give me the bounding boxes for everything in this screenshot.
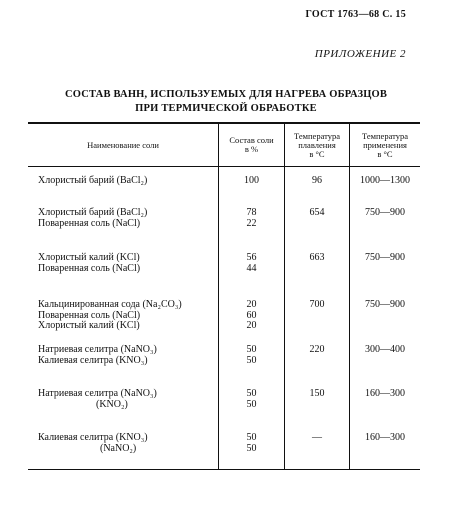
salt-name: Калиевая селитра (KNO₃) [38, 432, 148, 443]
header-melting-line: Температура [293, 130, 341, 141]
table-title [0, 88, 452, 116]
table-bottom-rule [28, 469, 420, 470]
melting-temperature-cell: 150 [309, 388, 325, 399]
composition-cell [219, 253, 284, 274]
header-application-line: применения [363, 139, 407, 150]
salt-name-cell [38, 176, 216, 187]
composition-value: 78 [246, 207, 257, 218]
composition-value: 50 [246, 354, 257, 366]
composition-value: 56 [246, 252, 257, 263]
header-composition-line: в % [244, 144, 259, 154]
salt-name: Хлористый калий (KCl) [38, 320, 140, 331]
composition-value: 50 [246, 398, 257, 410]
header-application-temperature [350, 124, 420, 166]
composition-cell [219, 389, 284, 410]
column-divider-2 [284, 122, 285, 469]
composition-cell [219, 208, 284, 229]
salt-name: Поваренная соль (NaCl) [38, 217, 141, 229]
application-temperature-cell: 160—300 [365, 388, 405, 399]
composition-value: 22 [246, 217, 257, 229]
composition-value: 20 [246, 299, 257, 310]
header-application-line: в °С [377, 148, 393, 159]
application-temperature-cell: 1000—1300 [360, 175, 410, 186]
melting-temperature-cell: 663 [309, 252, 325, 263]
column-divider-3 [349, 122, 350, 469]
application-temperature-cell: 750—900 [365, 252, 405, 263]
composition-value: 50 [246, 432, 257, 443]
application-temperature-cell: 750—900 [365, 207, 405, 218]
table-title-line-1: СОСТАВ ВАНН, ИСПОЛЬЗУЕМЫХ ДЛЯ НАГРЕВА ОБРАЗЦОВ [64, 89, 388, 100]
composition-value: 50 [246, 388, 257, 399]
salt-name-cell [38, 389, 216, 410]
composition-value: 50 [246, 344, 257, 355]
salt-name: (NaNO₂) [100, 442, 137, 454]
appendix-label: ПРИЛОЖЕНИЕ 2 [314, 48, 406, 60]
composition-cell [219, 345, 284, 366]
salt-name-cell [38, 208, 216, 229]
composition-cell [219, 176, 284, 187]
header-melting-line: в °С [309, 148, 325, 159]
salt-name-cell [38, 345, 216, 366]
salt-name-cell [38, 253, 216, 274]
composition-value: 20 [246, 320, 257, 331]
application-temperature-cell: 300—400 [365, 344, 405, 355]
melting-temperature-cell: 96 [312, 175, 322, 186]
composition-value: 100 [244, 175, 259, 186]
document-reference: ГОСТ 1763—68 С. 15 [305, 9, 406, 20]
composition-value: 50 [246, 442, 257, 454]
salt-name: Кальцинированная сода (Na₂CO₃) [38, 299, 182, 310]
header-salt-name: Наименование соли [87, 139, 159, 150]
melting-temperature-cell: 220 [309, 344, 325, 355]
composition-value: 60 [246, 309, 257, 321]
salt-name: Калиевая селитра (KNO₃) [38, 354, 148, 366]
salt-name: Натриевая селитра (NaNO₃) [38, 344, 157, 355]
melting-temperature-cell: — [312, 432, 322, 443]
composition-cell [219, 433, 284, 454]
salt-bath-table [28, 122, 420, 470]
header-composition [219, 124, 284, 166]
salt-name: Хлористый калий (KCl) [38, 252, 140, 263]
salt-name: Поваренная соль (NaCl) [38, 309, 141, 321]
table-header-rule [28, 166, 420, 167]
salt-name: Поваренная соль (NaCl) [38, 262, 141, 274]
salt-name: Хлористый барий (BaCl₂) [38, 207, 148, 218]
table-title-line-2: ПРИ ТЕРМИЧЕСКОЙ ОБРАБОТКЕ [135, 103, 317, 114]
application-temperature-cell: 160—300 [365, 432, 405, 443]
salt-name-cell [38, 300, 216, 332]
salt-name: Натриевая селитра (NaNO₃) [38, 388, 157, 399]
composition-value: 44 [246, 262, 257, 274]
melting-temperature-cell: 654 [309, 207, 325, 218]
composition-cell [219, 300, 284, 332]
header-application-line: Температура [361, 130, 409, 141]
salt-name: Хлористый барий (BaCl₂) [38, 175, 148, 186]
application-temperature-cell: 750—900 [365, 299, 405, 310]
header-melting-temperature [285, 124, 349, 166]
salt-name: (KNO₂) [96, 398, 128, 410]
header-melting-line: плавления [298, 139, 336, 150]
salt-name-cell [38, 433, 216, 454]
melting-temperature-cell: 700 [309, 299, 325, 310]
header-composition-line: Состав соли [229, 135, 274, 145]
column-divider-1 [218, 122, 219, 469]
